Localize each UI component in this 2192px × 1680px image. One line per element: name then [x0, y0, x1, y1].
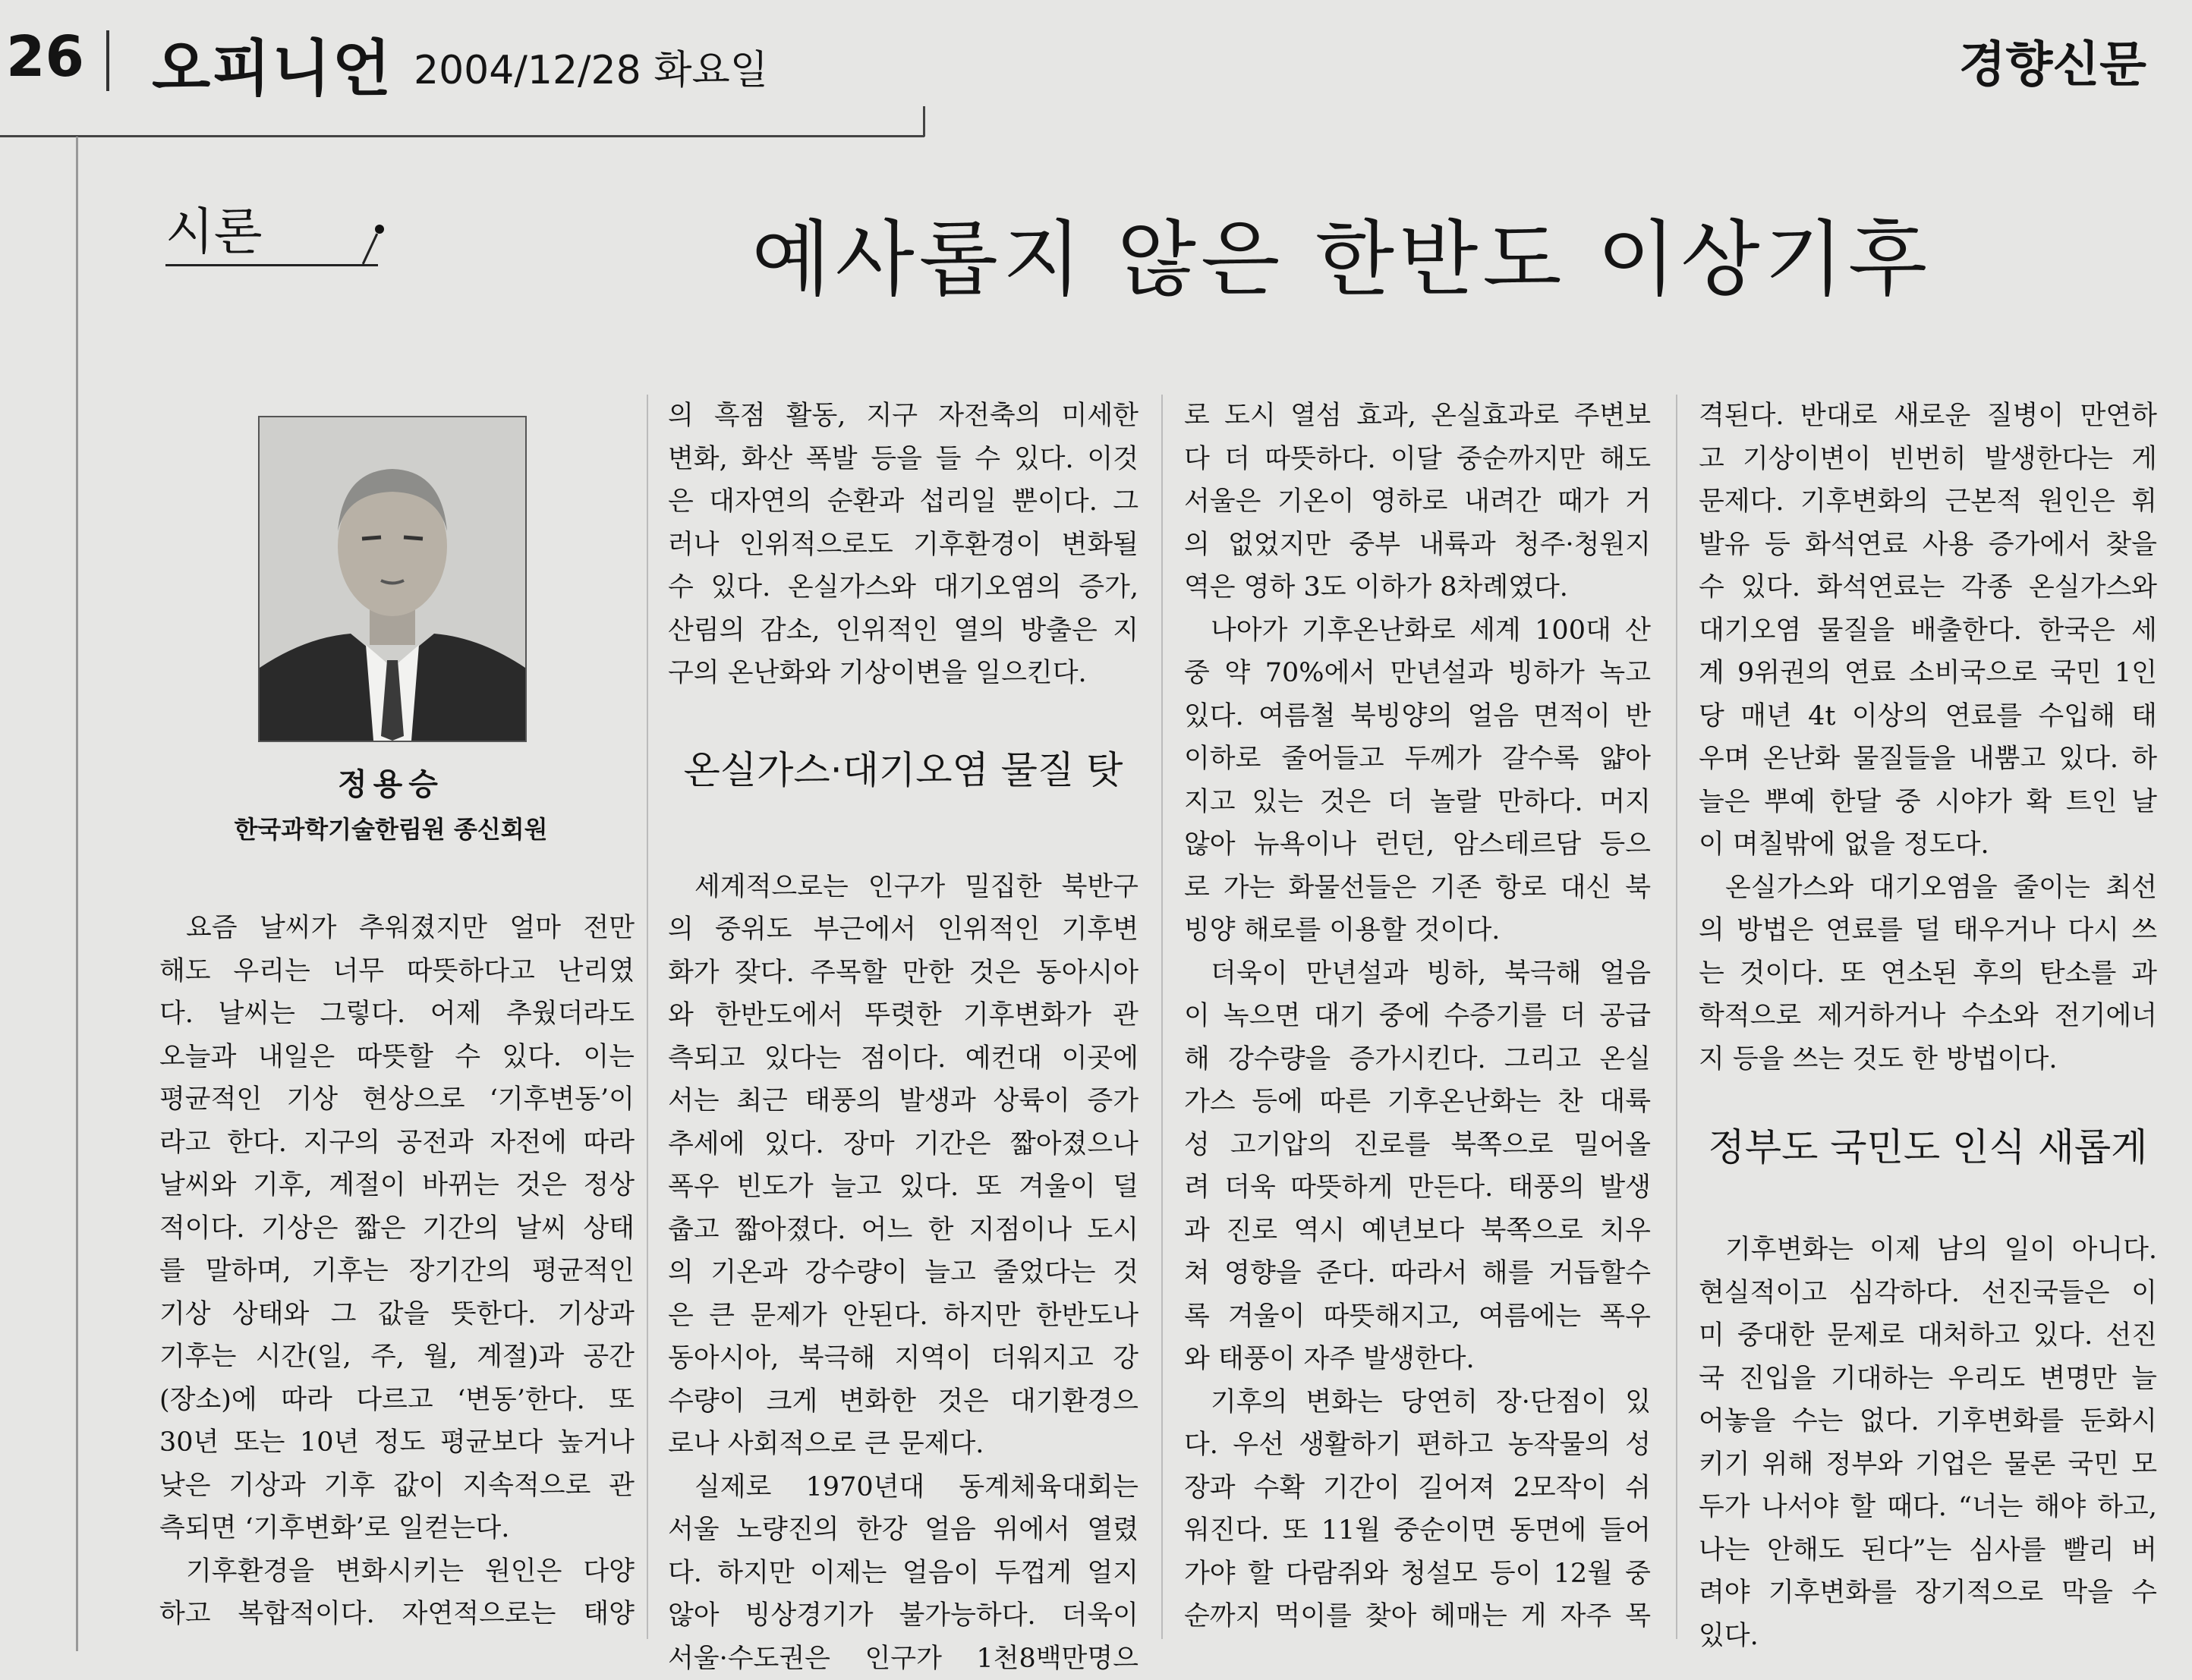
text-line: 실제로 1970년대 동계체육대회는 — [668, 1466, 1139, 1509]
text-line: 늘은 뿌예 한달 중 시야가 확 트인 날 — [1699, 781, 2157, 824]
text-line: 러나 인위적으로도 기후환경이 변화될 — [668, 524, 1139, 567]
text-line: 이하로 줄어들고 두께가 갈수록 얇아 — [1184, 738, 1651, 781]
text-line: 서는 최근 태풍의 발생과 상륙이 증가 — [668, 1080, 1139, 1123]
text-line: 워진다. 또 11월 중순이면 동면에 들어 — [1184, 1509, 1651, 1553]
text-line: 려 더욱 따뜻하게 만든다. 태풍의 발생 — [1184, 1166, 1651, 1210]
text-line: 와 한반도에서 뚜렷한 기후변화가 관 — [668, 994, 1139, 1037]
column-divider — [647, 395, 648, 1639]
text-line: 와 태풍이 자주 발생한다. — [1184, 1338, 1651, 1381]
text-line: 의 없었지만 중부 내륙과 청주·청원지 — [1184, 524, 1651, 567]
text-line: 록 겨울이 따뜻해지고, 여름에는 폭우 — [1184, 1295, 1651, 1339]
text-line: 의 기온과 강수량이 늘고 줄었다는 것 — [668, 1251, 1139, 1295]
text-line: 않아 뉴욕이나 런던, 암스테르담 등으 — [1184, 823, 1651, 867]
text-line: (장소)에 따라 다르고 ‘변동’한다. 또 — [159, 1379, 635, 1422]
text-line: 미 중대한 문제로 대처하고 있다. 선진 — [1699, 1314, 2157, 1358]
text-line: 현실적이고 심각하다. 선진국들은 이 — [1699, 1272, 2157, 1315]
text-line: 장과 수확 기간이 길어져 2모작이 쉬 — [1184, 1467, 1651, 1510]
text-line: 날씨와 기후, 계절이 바뀌는 것은 정상 — [159, 1164, 635, 1207]
text-line: 려야 기후변화를 장기적으로 막을 수 — [1699, 1571, 2157, 1615]
article-frame-border — [76, 137, 78, 1651]
text-line: 다 더 따뜻하다. 이달 중순까지만 해도 — [1184, 438, 1651, 481]
text-line: 동아시아, 북극해 지역이 더워지고 강 — [668, 1337, 1139, 1380]
text-line: 로나 사회적으로 큰 문제다. — [668, 1423, 1139, 1466]
text-line: 다. 우선 생활하기 편하고 농작물의 성 — [1184, 1424, 1651, 1467]
text-line: 의 중위도 부근에서 인위적인 기후변 — [668, 908, 1139, 952]
text-line: 발유 등 화석연료 사용 증가에서 찾을 — [1699, 524, 2157, 567]
text-line: 기후환경을 변화시키는 원인은 다양 — [159, 1550, 635, 1593]
text-line: 키기 위해 정부와 기업은 물론 국민 모 — [1699, 1443, 2157, 1487]
text-line: 않아 빙상경기가 불가능하다. 더욱이 — [668, 1594, 1139, 1638]
column-divider — [1676, 395, 1677, 1639]
text-line: 오늘과 내일은 따뜻할 수 있다. 이는 — [159, 1036, 635, 1079]
publication-name: 경향신문 — [1959, 26, 2146, 96]
text-line: 있다. — [1699, 1615, 2157, 1658]
text-line: 기후는 시간(일, 주, 월, 계절)과 공간 — [159, 1336, 635, 1379]
text-line: 해 강수량을 증가시킨다. 그리고 온실 — [1184, 1038, 1651, 1081]
text-line: 더욱이 만년설과 빙하, 북극해 얼음 — [1184, 952, 1651, 996]
text-line: 폭우 빈도가 늘고 있다. 또 겨울이 덜 — [668, 1166, 1139, 1209]
text-line: 문제다. 기후변화의 근본적 원인은 휘 — [1699, 480, 2157, 524]
text-line: 구의 온난화와 기상이변을 일으킨다. — [668, 652, 1139, 695]
text-line: 국 진입을 기대하는 우리도 변명만 늘 — [1699, 1358, 2157, 1401]
author-name: 정용승 — [258, 760, 524, 804]
text-line: 계 9위권의 연료 소비국으로 국민 1인 — [1699, 652, 2157, 695]
column-label-dot — [375, 225, 384, 234]
text-line: 나아가 기후온난화로 세계 100대 산 — [1184, 609, 1651, 653]
text-line: 은 대자연의 순환과 섭리일 뿐이다. 그 — [668, 480, 1139, 524]
author-title: 한국과학기술한림원 종신회원 — [167, 810, 615, 845]
text-line: 있다. 여름철 북빙양의 얼음 면적이 반 — [1184, 695, 1651, 738]
text-line: 수 있다. 화석연료는 각종 온실가스와 — [1699, 566, 2157, 609]
issue-date: 2004/12/28 화요일 — [414, 38, 768, 95]
text-line: 측되면 ‘기후변화’로 일컫는다. — [159, 1507, 635, 1550]
text-line: 하고 복합적이다. 자연적으로는 태양 — [159, 1593, 635, 1636]
header-divider — [106, 30, 109, 91]
text-line: 추세에 있다. 장마 기간은 짧아졌으나 — [668, 1123, 1139, 1166]
text-line: 를 말하며, 기후는 장기간의 평균적인 — [159, 1250, 635, 1293]
column-divider — [1161, 395, 1163, 1639]
text-line: 이 며칠밖에 없을 정도다. — [1699, 823, 2157, 867]
page-header — [0, 0, 2192, 114]
subheading: 온실가스·대기오염 물질 탓 — [668, 740, 1139, 794]
article-column-2 — [668, 395, 1139, 1680]
text-line: 변화, 화산 폭발 등을 들 수 있다. 이것 — [668, 438, 1139, 481]
column-label-tick — [362, 233, 378, 264]
text-line: 당 매년 4t 이상의 연료를 수입해 태 — [1699, 695, 2157, 738]
text-line: 쳐 영향을 준다. 따라서 해를 거듭할수 — [1184, 1252, 1651, 1295]
text-line: 어놓을 수는 없다. 기후변화를 둔화시 — [1699, 1400, 2157, 1443]
text-line: 순까지 먹이를 찾아 헤매는 게 자주 목 — [1184, 1595, 1651, 1638]
text-line: 지고 있는 것은 더 놀랄 만하다. 머지 — [1184, 781, 1651, 824]
text-line: 고 기상이변이 빈번히 발생한다는 게 — [1699, 438, 2157, 481]
text-line: 지 등을 쓰는 것도 한 방법이다. — [1699, 1038, 2157, 1081]
text-line: 는 것이다. 또 연소된 후의 탄소를 과 — [1699, 952, 2157, 996]
text-line: 기후의 변화는 당연히 장·단점이 있 — [1184, 1381, 1651, 1424]
text-line: 요즘 날씨가 추워졌지만 얼마 전만 — [159, 907, 635, 950]
text-line: 역은 영하 3도 이하가 8차례였다. — [1184, 566, 1651, 609]
text-line: 평균적인 기상 현상으로 ‘기후변동’이 — [159, 1078, 635, 1122]
text-line: 서울·수도권은 인구가 1천8백만명으 — [668, 1638, 1139, 1680]
column-label-underline — [165, 264, 378, 266]
text-line: 30년 또는 10년 정도 평균보다 높거나 — [159, 1421, 635, 1464]
text-line: 과 진로 역시 예년보다 북쪽으로 치우 — [1184, 1210, 1651, 1253]
article-column-4 — [1699, 395, 2157, 1657]
text-line: 수 있다. 온실가스와 대기오염의 증가, — [668, 566, 1139, 609]
section-title: 오피니언 — [152, 20, 392, 107]
text-line: 산림의 감소, 인위적인 열의 방출은 지 — [668, 609, 1139, 653]
text-line: 온실가스와 대기오염을 줄이는 최선 — [1699, 867, 2157, 910]
column-label: 시론 — [165, 191, 263, 263]
text-line: 성 고기압의 진로를 북쪽으로 밀어올 — [1184, 1124, 1651, 1167]
text-line: 다. 하지만 이제는 얼음이 두껍게 얼지 — [668, 1552, 1139, 1595]
text-line: 우며 온난화 물질들을 내뿜고 있다. 하 — [1699, 738, 2157, 781]
header-rule — [0, 135, 924, 137]
text-line: 라고 한다. 지구의 공전과 자전에 따라 — [159, 1122, 635, 1165]
text-line: 가스 등에 따른 기후온난화는 찬 대륙 — [1184, 1081, 1651, 1124]
text-line: 격된다. 반대로 새로운 질병이 만연하 — [1699, 395, 2157, 438]
article-column-3 — [1184, 395, 1651, 1638]
text-line: 세계적으로는 인구가 밀집한 북반구 — [668, 866, 1139, 909]
text-line: 낮은 기상과 기후 값이 지속적으로 관 — [159, 1464, 635, 1508]
header-rule-end — [923, 106, 925, 137]
text-line: 기후변화는 이제 남의 일이 아니다. — [1699, 1229, 2157, 1272]
text-line: 나는 안해도 된다”는 심사를 빨리 버 — [1699, 1529, 2157, 1572]
text-line: 적이다. 기상은 짧은 기간의 날씨 상태 — [159, 1207, 635, 1251]
text-line: 춥고 짧아졌다. 어느 한 지점이나 도시 — [668, 1209, 1139, 1252]
text-line: 은 큰 문제가 안된다. 하지만 한반도나 — [668, 1295, 1139, 1338]
text-line: 이 녹으면 대기 중에 수증기를 더 공급 — [1184, 995, 1651, 1038]
author-photo — [258, 416, 527, 742]
text-line: 해도 우리는 너무 따뜻하다고 난리였 — [159, 950, 635, 993]
text-line: 의 방법은 연료를 덜 태우거나 다시 쓰 — [1699, 909, 2157, 952]
text-line: 서울 노량진의 한강 얼음 위에서 열렸 — [668, 1509, 1139, 1552]
subheading: 정부도 국민도 인식 새롭게 — [1699, 1117, 2157, 1172]
page-number: 26 — [6, 24, 84, 90]
text-line: 측되고 있다는 점이다. 예컨대 이곳에 — [668, 1037, 1139, 1081]
text-line: 의 흑점 활동, 지구 자전축의 미세한 — [668, 395, 1139, 438]
article-headline: 예사롭지 않은 한반도 이상기후 — [751, 193, 1932, 311]
text-line: 로 가는 화물선들은 기존 항로 대신 북 — [1184, 867, 1651, 910]
text-line: 중 약 70%에서 만년설과 빙하가 녹고 — [1184, 652, 1651, 695]
text-line: 가야 할 다람쥐와 청설모 등이 12월 중 — [1184, 1553, 1651, 1596]
text-line: 기상 상태와 그 값을 뜻한다. 기상과 — [159, 1293, 635, 1336]
text-line: 서울은 기온이 영하로 내려간 때가 거 — [1184, 480, 1651, 524]
text-line: 빙양 해로를 이용할 것이다. — [1184, 909, 1651, 952]
article-column-1 — [159, 907, 635, 1636]
text-line: 두가 나서야 할 때다. “너는 해야 하고, — [1699, 1486, 2157, 1529]
text-line: 학적으로 제거하거나 수소와 전기에너 — [1699, 995, 2157, 1038]
text-line: 로 도시 열섬 효과, 온실효과로 주변보 — [1184, 395, 1651, 438]
text-line: 화가 잦다. 주목할 만한 것은 동아시아 — [668, 952, 1139, 995]
text-line: 수량이 크게 변화한 것은 대기환경으 — [668, 1380, 1139, 1424]
text-line: 다. 날씨는 그렇다. 어제 추웠더라도 — [159, 993, 635, 1036]
text-line: 대기오염 물질을 배출한다. 한국은 세 — [1699, 609, 2157, 653]
